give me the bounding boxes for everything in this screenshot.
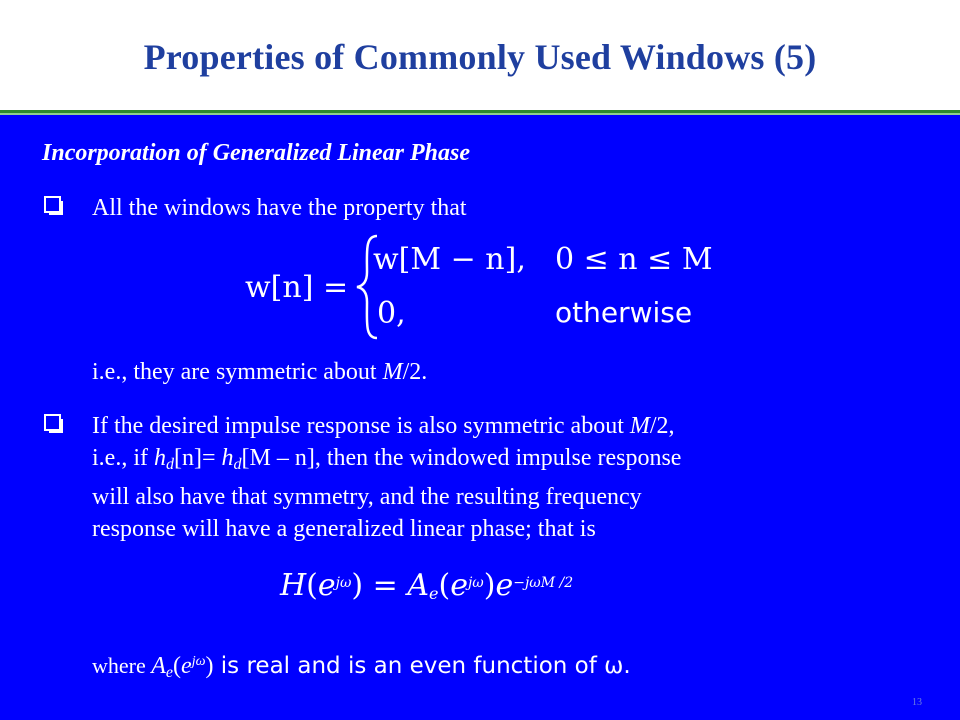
case1-condition: 0 ≤ n ≤ M bbox=[555, 242, 713, 277]
page-number: 13 bbox=[912, 697, 922, 708]
even-function-note: where $A_e(e^{j\omega})$ is real and is an even function of ω. bbox=[92, 653, 631, 681]
symmetry-note: i.e., they are symmetric about M/2. bbox=[92, 359, 428, 385]
paragraph-line: response will have a generalized linear phase; that is bbox=[92, 516, 596, 542]
paragraph-line: i.e., if $h_d[n]= h_d[M - n]$, then the windowed impulse response bbox=[92, 445, 682, 473]
section-subtitle: Incorporation of Generalized Linear Phase bbox=[42, 140, 471, 166]
case1-expression: w[M − n], bbox=[373, 242, 526, 277]
case2-expression: 0, bbox=[377, 296, 406, 331]
paragraph-line: If the desired impulse response is also symmetric about M/2, bbox=[92, 413, 675, 439]
title-divider-highlight bbox=[0, 113, 960, 115]
case2-condition: otherwise bbox=[555, 296, 693, 329]
checkbox-bullet-icon bbox=[44, 414, 64, 434]
title-bar bbox=[0, 0, 960, 110]
linear-phase-equation: $H(e^{j\omega}) = A_e(e^{j\omega})e^{-j\omega M /2}$ bbox=[280, 568, 574, 603]
checkbox-bullet-icon bbox=[44, 196, 64, 216]
bullet-paragraph bbox=[92, 410, 918, 545]
slide-title: Properties of Commonly Used Windows (5) bbox=[143, 37, 817, 77]
window-symmetry-equation bbox=[245, 232, 715, 342]
paragraph-line: will also have that symmetry, and the resulting frequency bbox=[92, 484, 642, 510]
bullet-text: All the windows have the property that bbox=[92, 195, 467, 221]
equation-lhs: w[n] = bbox=[245, 270, 349, 305]
